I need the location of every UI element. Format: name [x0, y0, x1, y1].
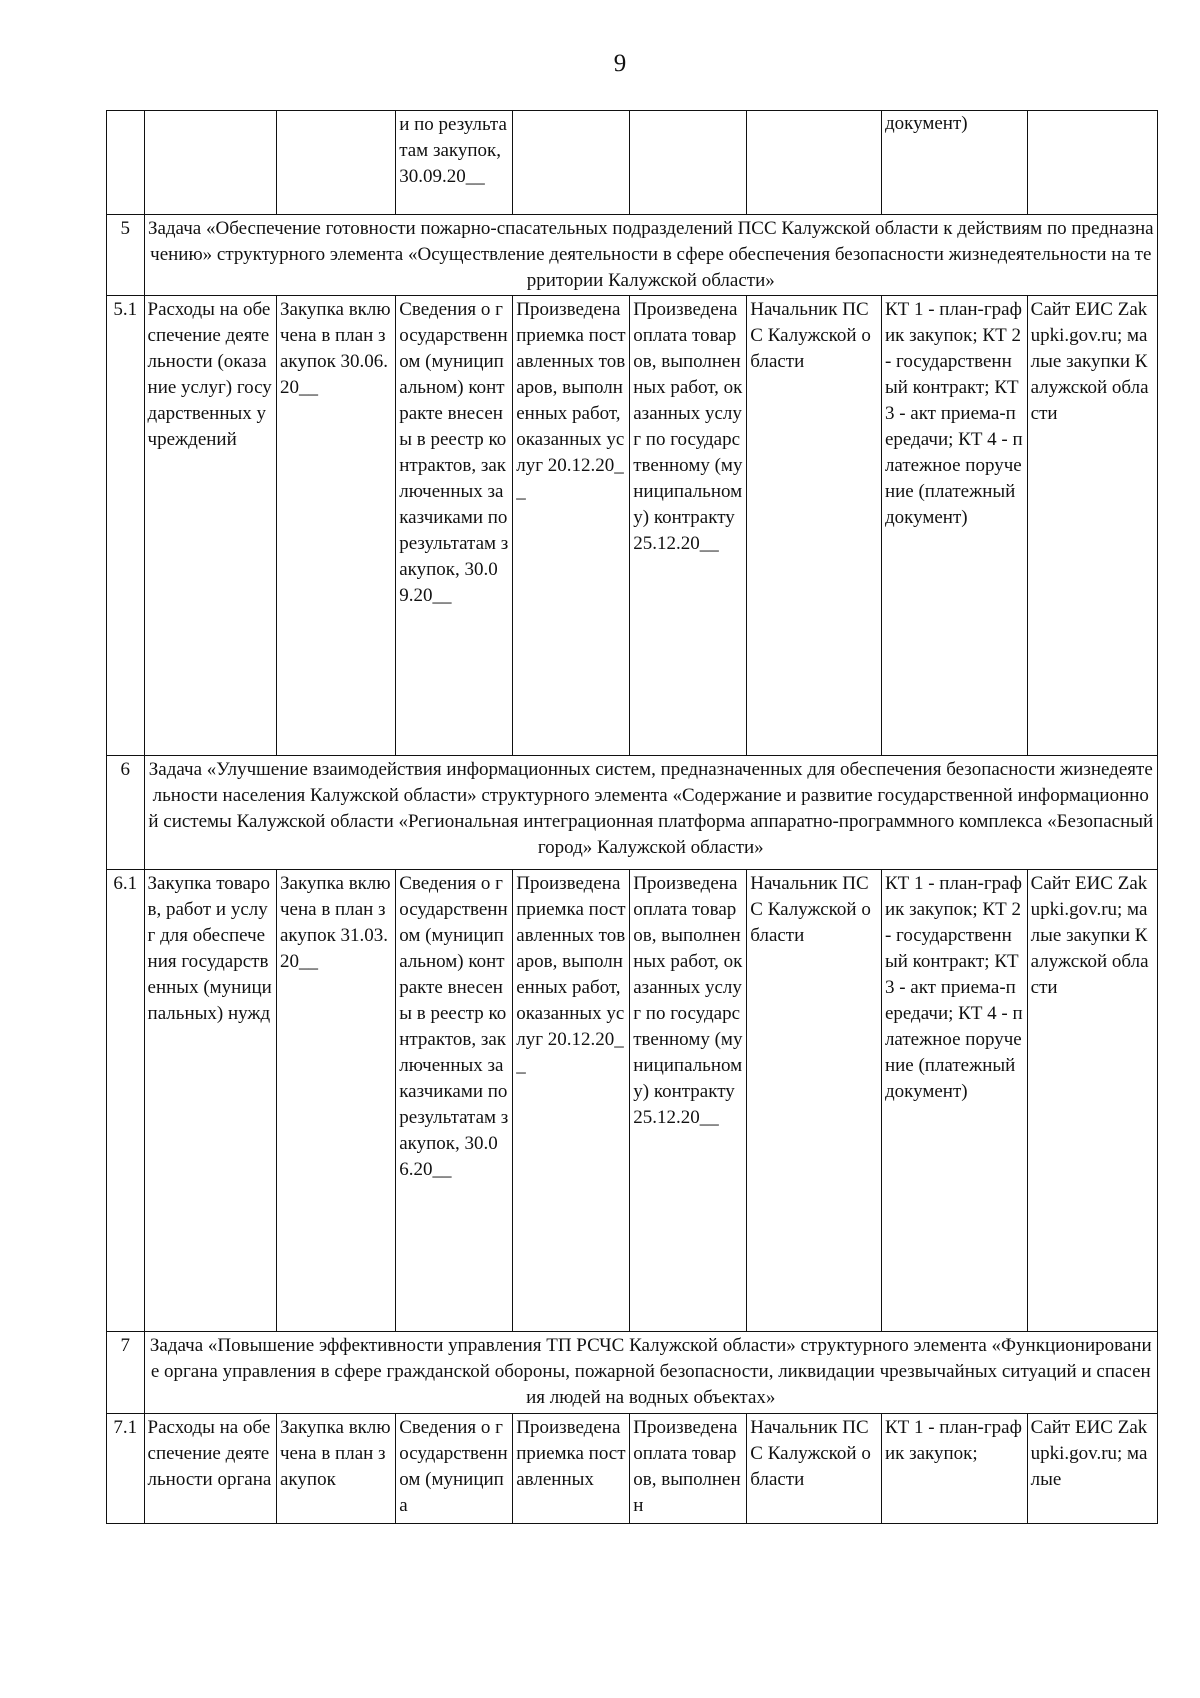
table-row — [107, 870, 1158, 1332]
cell-event — [144, 111, 276, 215]
responsible: Начальник ПСС Калужской области — [747, 870, 882, 1332]
task-row — [107, 756, 1158, 870]
cell-documents: документ) — [881, 111, 1027, 215]
control-point-1: Закупка включена в план закупок 31.03.20__ — [277, 870, 396, 1332]
documents: КТ 1 - план-график закупок; КТ 2 - государственный контракт; КТ 3 - акт приема-передачи; КТ 4 - платежное поручение (платежный документ) — [881, 296, 1027, 756]
row-number: 7.1 — [107, 1414, 145, 1524]
control-point-1: Закупка включена в план закупок 30.06.20__ — [277, 296, 396, 756]
control-point-4: Произведена оплата товаров, выполненн — [630, 1414, 747, 1524]
page-number: 9 — [613, 50, 627, 77]
info-system: Сайт ЕИС Zakupki.gov.ru; малые закупки Калужской области — [1027, 296, 1157, 756]
table-row — [107, 296, 1158, 756]
control-point-1: Закупка включена в план закупок — [277, 1414, 396, 1524]
cell-responsible — [747, 111, 882, 215]
cell-info-system — [1027, 111, 1157, 215]
cell-cp2: и по результатам закупок, 30.09.20__ — [396, 111, 513, 215]
task-row — [107, 215, 1158, 296]
documents: КТ 1 - план-график закупок; — [881, 1414, 1027, 1524]
task-title: Задача «Обеспечение готовности пожарно-спасательных подразделений ПСС Калужской области к действиям по предназначению» структурного элемента «Осуществление деятельности в сфере обеспечения безопасности жизнедеятельности на территории Калужской области» — [144, 215, 1157, 296]
info-system: Сайт ЕИС Zakupki.gov.ru; малые — [1027, 1414, 1157, 1524]
cell-cp3 — [513, 111, 630, 215]
event-name: Расходы на обеспечение деятельности (оказание услуг) государственных учреждений — [144, 296, 276, 756]
responsible: Начальник ПСС Калужской области — [747, 296, 882, 756]
control-point-4: Произведена оплата товаров, выполненных работ, оказанных услуг по государственному (муниципальному) контракту 25.12.20__ — [630, 870, 747, 1332]
control-point-2: Сведения о государственном (муниципальном) контракте внесены в реестр контрактов, заключенных заказчиками по результатам закупок, 30.09.20__ — [396, 296, 513, 756]
cell-cp1 — [277, 111, 396, 215]
control-point-3: Произведена приемка поставленных товаров, выполненных работ, оказанных услуг 20.12.20__ — [513, 870, 630, 1332]
task-number: 5 — [107, 215, 145, 296]
documents: КТ 1 - план-график закупок; КТ 2 - государственный контракт; КТ 3 - акт приема-передачи; КТ 4 - платежное поручение (платежный документ) — [881, 870, 1027, 1332]
control-point-3: Произведена приемка поставленных товаров, выполненных работ, оказанных услуг 20.12.20__ — [513, 296, 630, 756]
event-name: Закупка товаров, работ и услуг для обеспечения государственных (муниципальных) нужд — [144, 870, 276, 1332]
event-name: Расходы на обеспечение деятельности органа — [144, 1414, 276, 1524]
table-row — [107, 1414, 1158, 1524]
cell-num — [107, 111, 145, 215]
task-title: Задача «Улучшение взаимодействия информационных систем, предназначенных для обеспечения безопасности жизнедеятельности населения Калужской области» структурного элемента «Содержание и развитие государственной информационной системы Калужской области «Региональная интеграционная платформа аппаратно-программного комплекса «Безопасный город» Калужской области» — [144, 756, 1157, 870]
control-point-2: Сведения о государственном (муниципа — [396, 1414, 513, 1524]
task-number: 6 — [107, 756, 145, 870]
control-points-table — [106, 110, 1158, 1524]
responsible: Начальник ПСС Калужской области — [747, 1414, 882, 1524]
control-point-3: Произведена приемка поставленных — [513, 1414, 630, 1524]
row-number: 5.1 — [107, 296, 145, 756]
control-point-2: Сведения о государственном (муниципальном) контракте внесены в реестр контрактов, заключенных заказчиками по результатам закупок, 30.06.20__ — [396, 870, 513, 1332]
task-title: Задача «Повышение эффективности управления ТП РСЧС Калужской области» структурного элемента «Функционирование органа управления в сфере гражданской обороны, пожарной безопасности, ликвидации чрезвычайных ситуаций и спасения людей на водных объектах» — [144, 1332, 1157, 1414]
task-row — [107, 1332, 1158, 1414]
row-number: 6.1 — [107, 870, 145, 1332]
table-row-continuation — [107, 111, 1158, 215]
control-point-4: Произведена оплата товаров, выполненных работ, оказанных услуг по государственному (муниципальному) контракту 25.12.20__ — [630, 296, 747, 756]
info-system: Сайт ЕИС Zakupki.gov.ru; малые закупки Калужской области — [1027, 870, 1157, 1332]
cell-cp4 — [630, 111, 747, 215]
task-number: 7 — [107, 1332, 145, 1414]
